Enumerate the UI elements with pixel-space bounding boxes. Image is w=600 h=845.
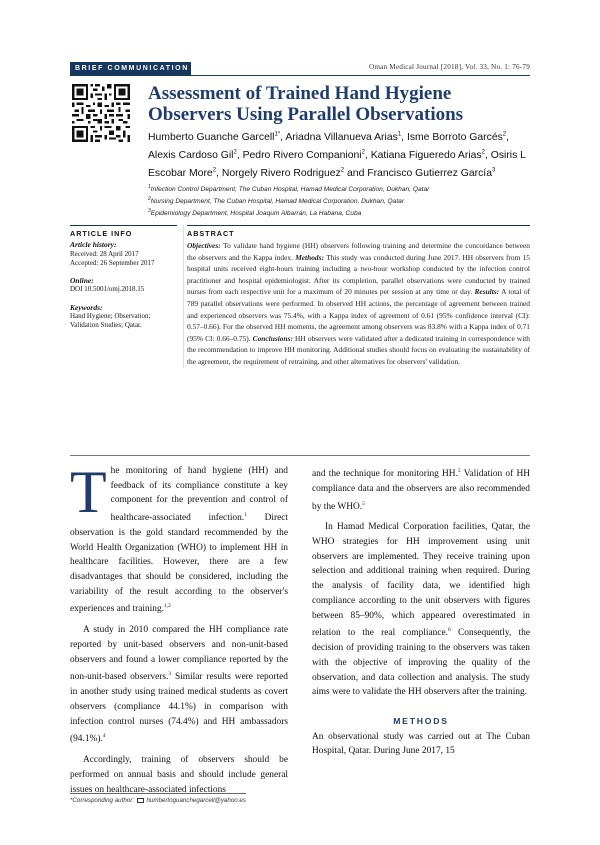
abstract-rule [70, 455, 530, 456]
keywords: Hand Hygiene; Observation; Validation Studies; Qatar. [70, 312, 151, 330]
section-label: BRIEF COMMUNICATION [70, 62, 191, 75]
affiliation: $^3$Epidemiology Department, Hospital Joaquín Albarrán, La Habana, Cuba [148, 207, 362, 217]
abstract-text: Objectives: To validate hand hygiene (HH) observers following training and determine the concordance between the observers and the Kappa index. Methods: This study was conducted during June 2017. HH observers from 15 hospital units received eight-hours training including a two-hour workshop conducted by the infection control practitioner and hospital epidemiologist. After its completion, parallel observations were conducted by trained nurses from each respective unit for a maximum of 20 minutes per session at any time or day. Results: A total of 789 parallel observations were performed. In observed HH actions, the percentage of agreement between trained and experienced observers was 75.4%, with a Kappa index of agreement of 0.61 (95% confidence interval (CI): 0.57–0.66). For the observed HH moments, the agreement among observers was 83.8% with a Kappa index of 0.71 (95% CI: 0.66–0.75). Conclusions: HH observers were validated after a dedicated training in correspondence with the recommendation to improve HH monitoring. Additional studies should focus on evaluating the sustainability of the agreement, the requirement of retraining, and other alternatives for observers' validation. [187, 241, 530, 366]
received-date: Received: 28 April 2017 [70, 249, 139, 258]
doi-link[interactable]: DOI 10.5001/omj.2018.15 [70, 285, 145, 294]
abstract [183, 225, 530, 368]
paragraph: A study in 2010 compared the HH compliance rate reported by unit-based observers and non-unit-based observers and found a lower compliance reported by the non-unit-based observers.$^3$ Similar results were reported in another study using trained medical students as covert observers (compliance 44.1%) in comparison with infection control nurses (74.4%) and HH ambassadors (94.1%).$^4$ [70, 625, 288, 745]
author: Alexis Cardoso Gil$^2$, [148, 149, 243, 162]
paragraph: Accordingly, training of observers should be performed on annual basis and should include general issues on healthcare-associated infections [70, 755, 288, 795]
journal-reference: Oman Medical Journal [2018], Vol. 33, No. 1: 76-79 [368, 63, 530, 71]
history-label: Article history: [70, 240, 117, 250]
body-column-left [70, 459, 288, 797]
methods-heading: METHODS [393, 715, 449, 726]
abstract-heading: ABSTRACT [187, 225, 530, 238]
corresponding-author: *Corresponding author: humbertoguanchegarcell@yahoo.es [70, 797, 246, 804]
author: Ariadna Villanueva Arias$^1$, [285, 132, 407, 144]
accepted-date: Accepted: 26 September 2017 [70, 258, 155, 267]
footnote-rule [70, 793, 246, 794]
email-link[interactable]: humbertoguanchegarcell@yahoo.es [146, 797, 246, 804]
header-rule [70, 75, 530, 76]
body-column-right [312, 464, 530, 759]
paragraph: and the technique for monitoring HH.$^5$ Validation of HH compliance data and the observers are also recommended by the WHO.$^5$ [312, 468, 530, 512]
paragraph: The monitoring of hand hygiene (HH) and feedback of its compliance constitute a key component for the prevention and control of healthcare-associated infection.$^1$ Direct observation is the gold standard recommended by the World Health Organization (WHO) to implement HH in healthcare facilities. However, there are a few disadvantages that should be considered, including the variability of the result according to the observer's experiences and training.$^{1,2}$ [70, 459, 288, 615]
author: Humberto Guanche Garcell$^{1*}$, [148, 132, 286, 144]
author: Isme Borroto Garcés$^2$, [406, 132, 510, 144]
drop-cap: T [70, 459, 107, 525]
affiliation: $^1$Infection Control Department, The Cuban Hospital, Hamad Medical Corporation, Dukhan, Qatar [148, 184, 430, 194]
keywords-label: Keywords: [70, 302, 103, 312]
article-info [70, 225, 177, 339]
online-label: Online: [70, 276, 94, 286]
author: Osiris L Escobar More$^2$, [148, 150, 526, 180]
email-icon [137, 798, 144, 803]
author-list [148, 128, 528, 182]
article-title: Assessment of Trained Hand Hygiene Observers Using Parallel Observations [148, 83, 464, 125]
author: Pedro Rivero Companioni$^2$, [242, 149, 371, 162]
author: Francisco Gutierrez García$^3$ [367, 167, 496, 180]
author: Katiana Figueredo Arias$^2$, [370, 149, 491, 162]
affiliation: $^2$Nursing Department, The Cuban Hospital, Hamad Medical Corporation, Dukhan, Qatar [148, 195, 405, 205]
article-info-heading: ARTICLE INFO [70, 225, 177, 238]
paragraph: An observational study was carried out at The Cuban Hospital, Qatar. During June 2017, 15 [312, 731, 530, 757]
qr-code-icon [72, 84, 130, 142]
paragraph: In Hamad Medical Corporation facilities, Qatar, the WHO strategies for HH improvement using unit observers are implemented. They receive training upon selection and additional training when required. During the analysis of facility data, we identified high compliance according to the unit observers with figures between 85–90%, which appeared overestimated in relation to the real compliance.$^6$ Consequently, the decision of providing training to the observers was taken with the objective of improving the quality of the observation, and data collection and analysis. The study aims were to validate the HH observers after the training. [312, 522, 531, 698]
author: Norgely Rivero Rodriguez$^2$ and [221, 167, 368, 180]
affiliations [148, 183, 528, 218]
